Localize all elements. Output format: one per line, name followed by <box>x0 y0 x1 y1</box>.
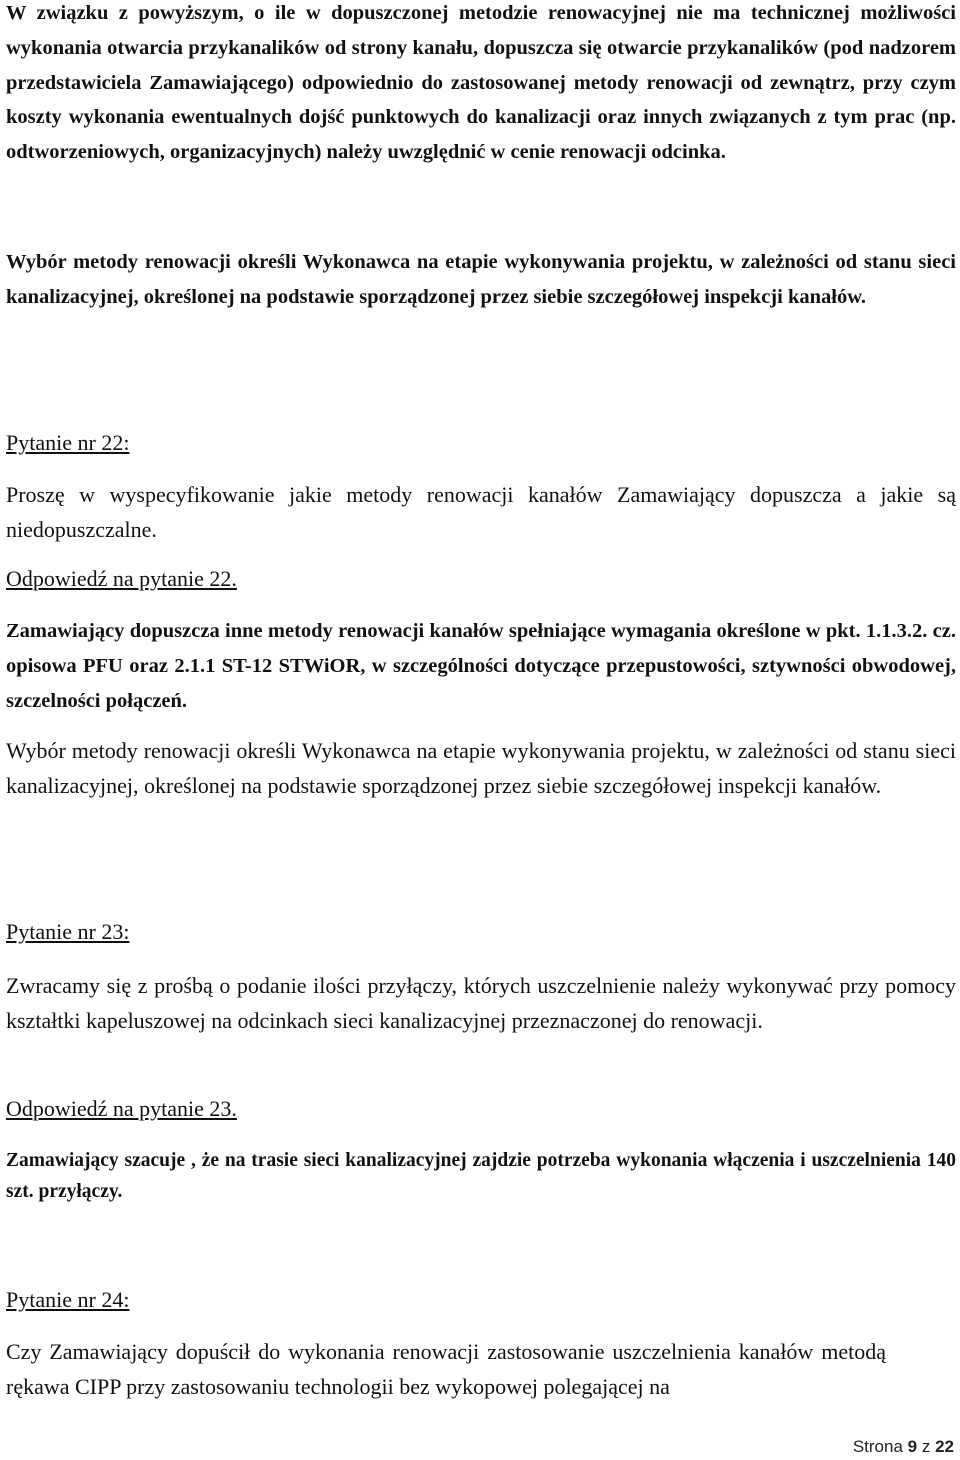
footer-label: Strona <box>852 1437 903 1456</box>
answer-23-heading: Odpowiedź na pytanie 23. <box>6 1096 237 1121</box>
answer-22-method-choice: Wybór metody renowacji określi Wykonawca na etapie wykonywania projektu, w zależności od stanu sieci kanalizacyjnej, określonej na podstawie sporządzonej przez siebie szczegółowej inspekcji kanałów. <box>6 738 956 798</box>
question-23-heading: Pytanie nr 23: <box>6 919 130 944</box>
footer-total-pages: 22 <box>935 1437 954 1456</box>
paragraph-renovation-openings: W związku z powyższym, o ile w dopuszczonej metodzie renowacyjnej nie ma technicznej możliwości wykonania otwarcia przykanalików od strony kanału, dopuszcza się otwarcie przykanalików (pod nadzorem przedstawiciela Zamawiającego) odpowiednio do zastosowanej metody renowacji od zewnątrz, przy czym koszty wykonania ewentualnych dojść punktowych do kanalizacji oraz innych związanych z tym prac (np. odtworzeniowych, organizacyjnych) należy uwzględnić w cenie renowacji odcinka. <box>6 2 956 164</box>
question-24-text: Czy Zamawiający dopuścił do wykonania renowacji zastosowanie uszczelnienia kanałów metodą rękawa CIPP przy zastosowaniu technologii bez wykopowej polegającej na <box>6 1339 886 1399</box>
question-22-heading: Pytanie nr 22: <box>6 430 130 455</box>
question-22-text: Proszę w wyspecyfikowanie jakie metody renowacji kanałów Zamawiający dopuszcza a jakie są niedopuszczalne. <box>6 482 956 542</box>
footer-separator: z <box>921 1437 931 1456</box>
question-24-heading: Pytanie nr 24: <box>6 1287 130 1312</box>
answer-22-heading: Odpowiedź na pytanie 22. <box>6 566 237 591</box>
question-23-text: Zwracamy się z prośbą o podanie ilości przyłączy, których uszczelnienie należy wykonywać przy pomocy kształtki kapeluszowej na odcinkach sieci kanalizacyjnej przeznaczonej do renowacji. <box>6 973 956 1033</box>
answer-23-text: Zamawiający szacuje , że na trasie sieci kanalizacyjnej zajdzie potrzeba wykonania włączenia i uszczelnienia 140 szt. przyłączy. <box>6 1150 956 1202</box>
paragraph-method-choice: Wybór metody renowacji określi Wykonawca na etapie wykonywania projektu, w zależności od stanu sieci kanalizacyjnej, określonej na podstawie sporządzonej przez siebie szczegółowej inspekcji kanałów. <box>6 251 956 308</box>
page-number-footer <box>853 1436 954 1458</box>
footer-page-number: 9 <box>907 1437 918 1456</box>
answer-22-text: Zamawiający dopuszcza inne metody renowacji kanałów spełniające wymagania określone w pkt. 1.1.3.2. cz. opisowa PFU oraz 2.1.1 ST-12 STWiOR, w szczególności dotyczące przepustowości, sztywności obwodowej, szczelności połączeń. <box>6 620 956 712</box>
